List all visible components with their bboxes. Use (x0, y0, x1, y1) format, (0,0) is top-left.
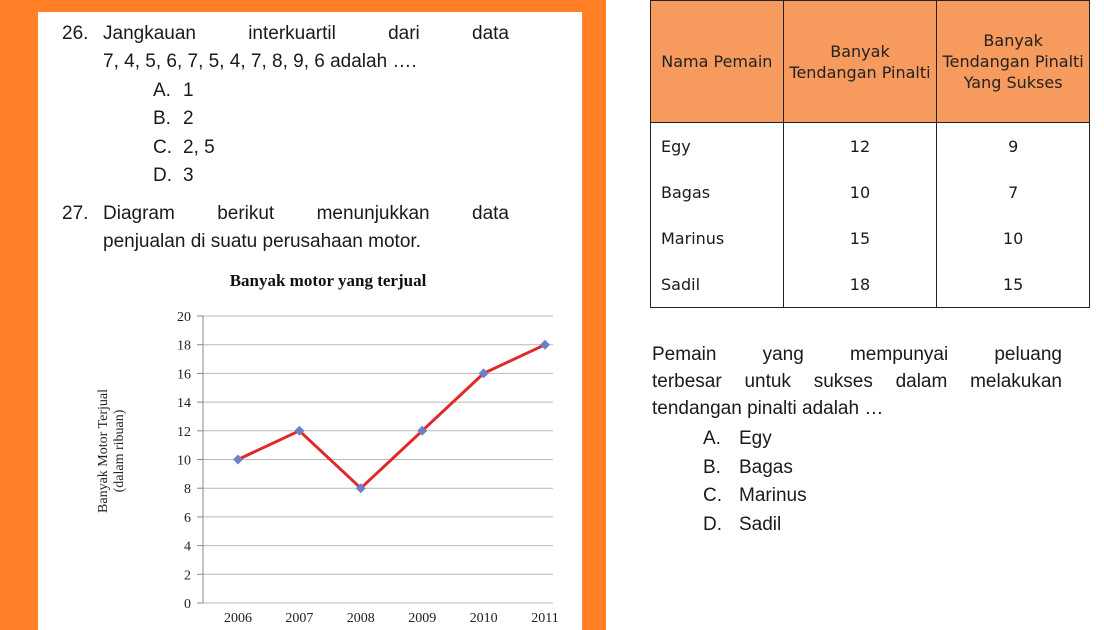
table-row (651, 215, 1090, 261)
worksheet-page (38, 12, 582, 630)
option-text: Bagas (739, 457, 793, 478)
q27-word: Diagram (103, 203, 175, 224)
q26-option-b[interactable] (153, 108, 194, 130)
question-28-line-1 (652, 341, 1062, 368)
question-26-line-2: 7, 4, 5, 6, 7, 5, 4, 7, 8, 9, 6 adalah …. (103, 51, 417, 72)
q26-option-a[interactable] (153, 80, 194, 102)
x-tick-label: 2006 (224, 611, 252, 626)
option-letter: D. (703, 514, 722, 535)
y-tick-label: 20 (177, 310, 191, 325)
option-text: Egy (739, 428, 772, 449)
option-text: Sadil (739, 514, 782, 535)
question-26-line-1 (103, 23, 509, 45)
q28-word: untuk (744, 371, 791, 392)
q26-word: data (472, 23, 509, 44)
question-27-number: 27. (62, 203, 89, 224)
successful-kicks: 10 (937, 215, 1090, 261)
q28-word: terbesar (652, 371, 722, 392)
penalty-kicks-table (650, 0, 1090, 308)
question-28-text (652, 341, 1062, 422)
q26-option-d[interactable] (153, 165, 194, 187)
option-letter: A. (703, 428, 721, 449)
q26-word: Jangkauan (103, 23, 196, 44)
option-text: Marinus (739, 485, 807, 506)
q28-word: sukses (813, 371, 873, 392)
q28-word: peluang (994, 344, 1062, 365)
question-28-line-2 (652, 368, 1062, 395)
option-text: 3 (183, 165, 194, 186)
table-row (651, 123, 1090, 170)
q28-option-d[interactable] (703, 514, 781, 536)
x-tick-label: 2007 (285, 611, 314, 626)
total-kicks: 18 (783, 261, 937, 308)
x-tick-label: 2009 (408, 611, 437, 626)
q28-option-a[interactable] (703, 428, 772, 450)
q26-word: dari (388, 23, 420, 44)
data-point (233, 455, 243, 465)
option-letter: D. (153, 165, 172, 186)
q28-word: yang (762, 344, 804, 365)
x-tick-label: 2010 (469, 611, 498, 626)
question-27-line-1 (103, 203, 509, 225)
y-tick-label: 4 (184, 539, 191, 555)
q27-word: berikut (217, 203, 275, 224)
q28-word: Pemain (652, 344, 717, 365)
header-successful-kicks: Banyak Tendangan Pinalti Yang Sukses (937, 1, 1090, 123)
option-letter: A. (153, 80, 171, 101)
x-tick-label: 2008 (346, 611, 375, 626)
table-row (651, 261, 1090, 308)
option-letter: B. (153, 108, 171, 129)
y-axis-label-line-2: (dalam ribuan) (112, 409, 127, 493)
y-tick-label: 0 (184, 597, 191, 612)
successful-kicks: 7 (937, 169, 1090, 215)
total-kicks: 15 (783, 215, 937, 261)
y-tick-label: 10 (177, 453, 191, 469)
q26-word: interkuartil (248, 23, 336, 44)
total-kicks: 10 (783, 169, 937, 215)
total-kicks: 12 (783, 123, 937, 170)
q28-word: melakukan (970, 371, 1062, 392)
table-header-row (651, 1, 1090, 123)
question-26-number: 26. (62, 23, 89, 44)
option-text: 2 (183, 108, 194, 129)
data-point (540, 340, 550, 350)
y-tick-label: 18 (177, 338, 191, 354)
player-name: Sadil (651, 261, 784, 308)
chart-title: Banyak motor yang terjual (229, 271, 427, 290)
y-tick-label: 14 (177, 396, 191, 412)
player-name: Egy (651, 123, 784, 170)
y-axis-label-line-1: Banyak Motor Terjual (96, 389, 111, 513)
question-27-line-2: penjualan di suatu perusahaan motor. (103, 231, 421, 252)
q28-option-b[interactable] (703, 457, 793, 479)
y-tick-label: 6 (184, 510, 191, 526)
player-name: Marinus (651, 215, 784, 261)
successful-kicks: 9 (937, 123, 1090, 170)
question-28-line-3: tendangan pinalti adalah … (652, 398, 884, 419)
header-player-name: Nama Pemain (651, 1, 784, 123)
q26-option-c[interactable] (153, 137, 215, 159)
q28-word: mempunyai (849, 344, 949, 365)
table-row (651, 169, 1090, 215)
x-tick-label: 2011 (531, 611, 559, 626)
q27-word: menunjukkan (316, 203, 430, 224)
header-total-kicks: Banyak Tendangan Pinalti (783, 1, 937, 123)
q28-option-c[interactable] (703, 485, 807, 507)
option-letter: C. (703, 485, 722, 506)
y-tick-label: 12 (177, 424, 191, 440)
q27-word: data (472, 203, 509, 224)
successful-kicks: 15 (937, 261, 1090, 308)
option-letter: C. (153, 137, 172, 158)
q28-word: dalam (895, 371, 948, 392)
y-tick-label: 8 (184, 482, 191, 498)
option-text: 1 (183, 80, 194, 101)
y-tick-label: 16 (177, 367, 191, 383)
option-letter: B. (703, 457, 721, 478)
y-tick-label: 2 (184, 568, 191, 584)
option-text: 2, 5 (183, 137, 215, 158)
player-name: Bagas (651, 169, 784, 215)
series-line (238, 345, 545, 489)
sales-line-chart (93, 266, 559, 630)
